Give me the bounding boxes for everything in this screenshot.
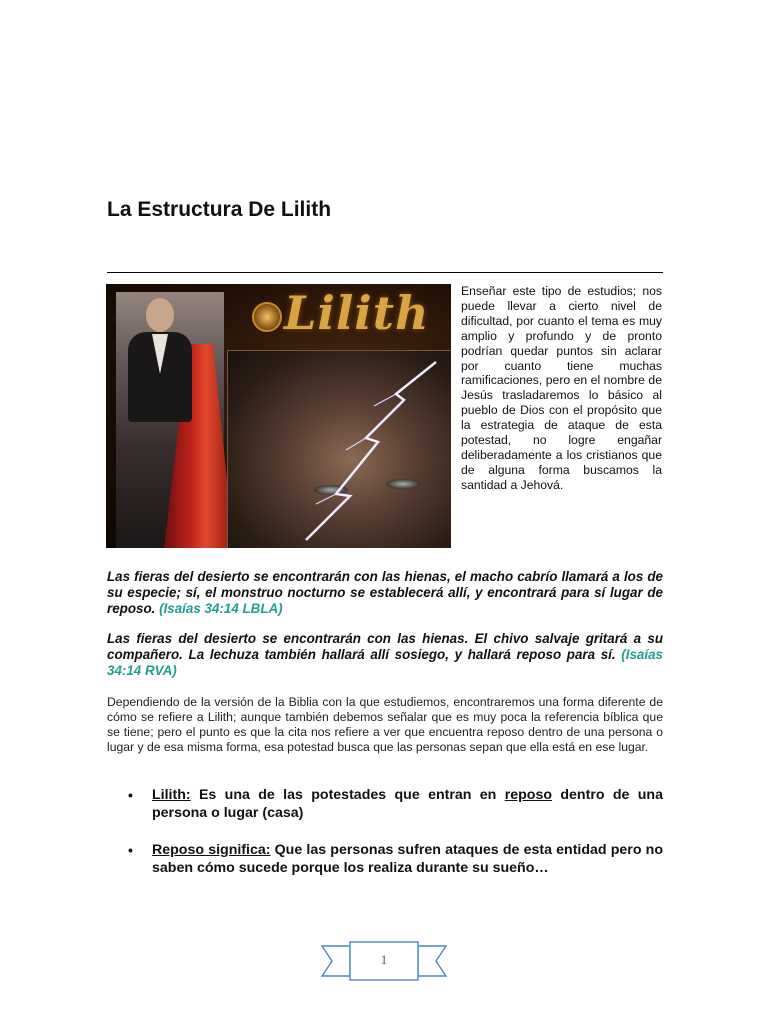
intro-paragraph: Enseñar este tipo de estudios; nos puede llevar a cierto nivel de dificultad, por cuanto el tema es muy amplio y profundo y de pronto podrían quedar puntos sin aclarar por cuanto tiene muchas ramificaciones, pero en el nombre de Jesús trasladaremos lo básico al pueblo de Dios con el propósito que la estrategia de ataque de esta potestad, no logre engañar deliberadamente a los cristianos que de alguna forma buscamos la santidad a Jehová.: [461, 284, 662, 492]
bullet-icon: •: [128, 842, 133, 858]
page-title: La Estructura De Lilith: [107, 198, 332, 221]
list-item: [128, 841, 663, 877]
body-paragraph: Dependiendo de la versión de la Biblia con la que estudiemos, encontraremos una forma diferente de cómo se refiere a Lilith; aunque también debemos señalar que es muy poca la referencia bíblica que se tiene; pero el punto es que la cita nos refiere a ver que encuentra reposo dentro de una persona o lugar y de esa misma forma, esa potestad busca que las personas sepan que ella está en ese lugar.: [107, 695, 663, 754]
verse-text: Las fieras del desierto se encontrarán con las hienas, el macho cabrío llamará a los de su especie; sí, el monstruo nocturno se establecerá allí, y encontrará para sí lugar de reposo.: [107, 569, 663, 616]
lightning-icon: [286, 354, 446, 544]
lilith-illustration-image: [106, 284, 451, 548]
bullet-icon: •: [128, 787, 133, 803]
glowing-orb-icon: [252, 302, 282, 332]
list-item: [128, 786, 663, 822]
bullet-text: Que las personas sufren ataques de esta entidad pero no saben cómo sucede porque los realiza durante su sueño…: [152, 842, 663, 876]
bullet-list: [128, 786, 663, 896]
bullet-underlined-word: reposo: [504, 787, 553, 803]
horizontal-rule: [107, 272, 663, 273]
verse-reference: (Isaías 34:14 LBLA): [159, 601, 283, 616]
bullet-text: Es una de las potestades que entran en: [190, 787, 505, 803]
bullet-text: dentro de una persona o lugar (casa): [152, 787, 663, 821]
bullet-term: Reposo significa:: [152, 842, 271, 858]
lilith-logo: Lilith: [284, 286, 430, 340]
bullet-term: Lilith:: [152, 787, 191, 803]
verse-rva: [107, 631, 663, 679]
page-number-badge: [320, 940, 448, 982]
verse-text: Las fieras del desierto se encontrarán con las hienas. El chivo salvaje gritará a su compañero. La lechuza también hallará allí sosiego, y hallará reposo para sí.: [107, 631, 663, 662]
page-number: 1: [380, 952, 388, 967]
verse-reference: (Isaías 34:14 RVA): [107, 647, 663, 678]
man-head: [146, 298, 174, 332]
verse-lbla: [107, 569, 663, 617]
